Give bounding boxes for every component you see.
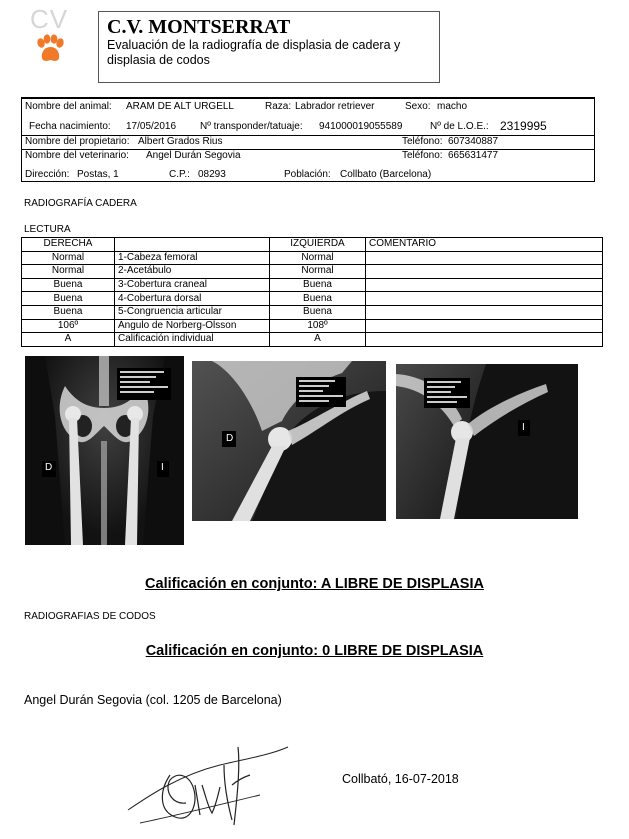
elbow-right-xray-image bbox=[192, 361, 386, 521]
address-label: Dirección: bbox=[25, 169, 70, 180]
loe-label: Nº de L.O.E.: bbox=[430, 121, 489, 132]
elbow-overall-text: Calificación en conjunto: 0 LIBRE DE DISPLASIA bbox=[145, 643, 484, 659]
animal-name: ARAM DE ALT URGELL bbox=[126, 101, 234, 112]
owner-label: Nombre del propietario: bbox=[25, 136, 130, 147]
col-left-header: IZQUIERDA bbox=[270, 238, 366, 252]
town-label: Población: bbox=[284, 169, 331, 180]
owner-name: Albert Grados Rius bbox=[138, 136, 223, 147]
hip-section-title: RADIOGRAFÍA CADERA bbox=[24, 198, 137, 209]
table-header-row bbox=[22, 238, 603, 252]
right-value: 106º bbox=[22, 319, 115, 333]
table-row bbox=[22, 319, 603, 333]
header-subtitle-line2: displasia de codos bbox=[107, 53, 210, 67]
breed: Labrador retriever bbox=[295, 101, 375, 112]
criterion: 2-Acetábulo bbox=[115, 265, 270, 279]
breed-label: Raza: bbox=[265, 101, 292, 112]
left-value: A bbox=[270, 333, 366, 347]
owner-row bbox=[22, 136, 594, 150]
right-value: Buena bbox=[22, 305, 115, 319]
vet-phone-label: Teléfono: bbox=[402, 150, 443, 161]
place-date: Collbató, 16-07-2018 bbox=[342, 772, 459, 786]
animal-name-label: Nombre del animal: bbox=[25, 101, 112, 112]
xray-marker-i: I bbox=[161, 462, 164, 473]
address-row bbox=[22, 169, 594, 183]
criterion: 4-Cobertura dorsal bbox=[115, 292, 270, 306]
right-value: Normal bbox=[22, 251, 115, 265]
table-row bbox=[22, 305, 603, 319]
hip-xray-image bbox=[25, 356, 184, 545]
hip-reading-table bbox=[21, 237, 603, 347]
left-value: Buena bbox=[270, 292, 366, 306]
owner-phone-label: Teléfono: bbox=[402, 136, 443, 147]
vet-label: Nombre del veterinario: bbox=[25, 150, 129, 161]
left-value: Normal bbox=[270, 251, 366, 265]
table-row bbox=[22, 251, 603, 265]
header-box bbox=[98, 11, 440, 83]
left-value: Normal bbox=[270, 265, 366, 279]
elbow-left-xray-image bbox=[396, 364, 578, 519]
address-street: Postas, 1 bbox=[77, 169, 119, 180]
handwritten-signature bbox=[120, 735, 290, 830]
hip-overall-text: Calificación en conjunto: A LIBRE DE DISPLASIA bbox=[145, 576, 484, 592]
criterion: 3-Cobertura craneal bbox=[115, 278, 270, 292]
right-value: Buena bbox=[22, 278, 115, 292]
comment-cell bbox=[366, 292, 603, 306]
hip-overall-grade bbox=[0, 576, 629, 592]
chip-label: Nº transponder/tatuaje: bbox=[200, 121, 303, 132]
vet-phone: 665631477 bbox=[448, 150, 499, 161]
table-row bbox=[22, 265, 603, 279]
town-value: Collbato (Barcelona) bbox=[340, 169, 432, 180]
animal-row bbox=[22, 101, 594, 115]
xray-marker-d: D bbox=[45, 462, 53, 473]
right-value: Buena bbox=[22, 292, 115, 306]
elbow-section-title: RADIOGRAFIAS DE CODOS bbox=[24, 611, 156, 622]
col-comment-header: COMENTARIO bbox=[366, 238, 603, 252]
xray-marker-d: D bbox=[226, 433, 234, 444]
loe-number: 2319995 bbox=[500, 119, 547, 133]
birth-row bbox=[22, 121, 594, 135]
criterion: 5-Congruencia articular bbox=[115, 305, 270, 319]
xray-marker-i: I bbox=[522, 422, 525, 433]
left-value: Buena bbox=[270, 305, 366, 319]
right-value: A bbox=[22, 333, 115, 347]
birth-label: Fecha nacimiento: bbox=[29, 121, 111, 132]
table-row bbox=[22, 292, 603, 306]
logo-text: CV bbox=[30, 4, 69, 34]
chip-number: 941000019055589 bbox=[319, 121, 403, 132]
cp-value: 08293 bbox=[198, 169, 226, 180]
reading-label: LECTURA bbox=[24, 224, 71, 235]
criterion: 1-Cabeza femoral bbox=[115, 251, 270, 265]
owner-phone: 607340887 bbox=[448, 136, 499, 147]
left-value: Buena bbox=[270, 278, 366, 292]
criterion: Ángulo de Norberg-Olsson bbox=[115, 319, 270, 333]
birth-date: 17/05/2016 bbox=[126, 121, 177, 132]
criterion: Calificación individual bbox=[115, 333, 270, 347]
table-row bbox=[22, 278, 603, 292]
table-row bbox=[22, 333, 603, 347]
comment-cell bbox=[366, 265, 603, 279]
elbow-overall-grade bbox=[0, 643, 629, 659]
clinic-name: C.V. MONTSERRAT bbox=[107, 16, 291, 38]
col-criterion-header bbox=[115, 238, 270, 252]
col-right-header: DERECHA bbox=[22, 238, 115, 252]
vet-name: Angel Durán Segovia bbox=[146, 150, 241, 161]
comment-cell bbox=[366, 251, 603, 265]
sex: macho bbox=[437, 101, 468, 112]
signer-name: Angel Durán Segovia (col. 1205 de Barcelona) bbox=[24, 693, 282, 707]
paw-icon bbox=[34, 34, 66, 64]
patient-info-box bbox=[21, 97, 595, 182]
vet-row bbox=[22, 150, 594, 164]
comment-cell bbox=[366, 333, 603, 347]
sex-label: Sexo: bbox=[405, 101, 431, 112]
left-value: 108º bbox=[270, 319, 366, 333]
header-subtitle-line1: Evaluación de la radiografía de displasia de cadera y bbox=[107, 38, 401, 52]
comment-cell bbox=[366, 305, 603, 319]
clinic-logo bbox=[28, 4, 78, 66]
comment-cell bbox=[366, 319, 603, 333]
comment-cell bbox=[366, 278, 603, 292]
cp-label: C.P.: bbox=[169, 169, 190, 180]
right-value: Normal bbox=[22, 265, 115, 279]
